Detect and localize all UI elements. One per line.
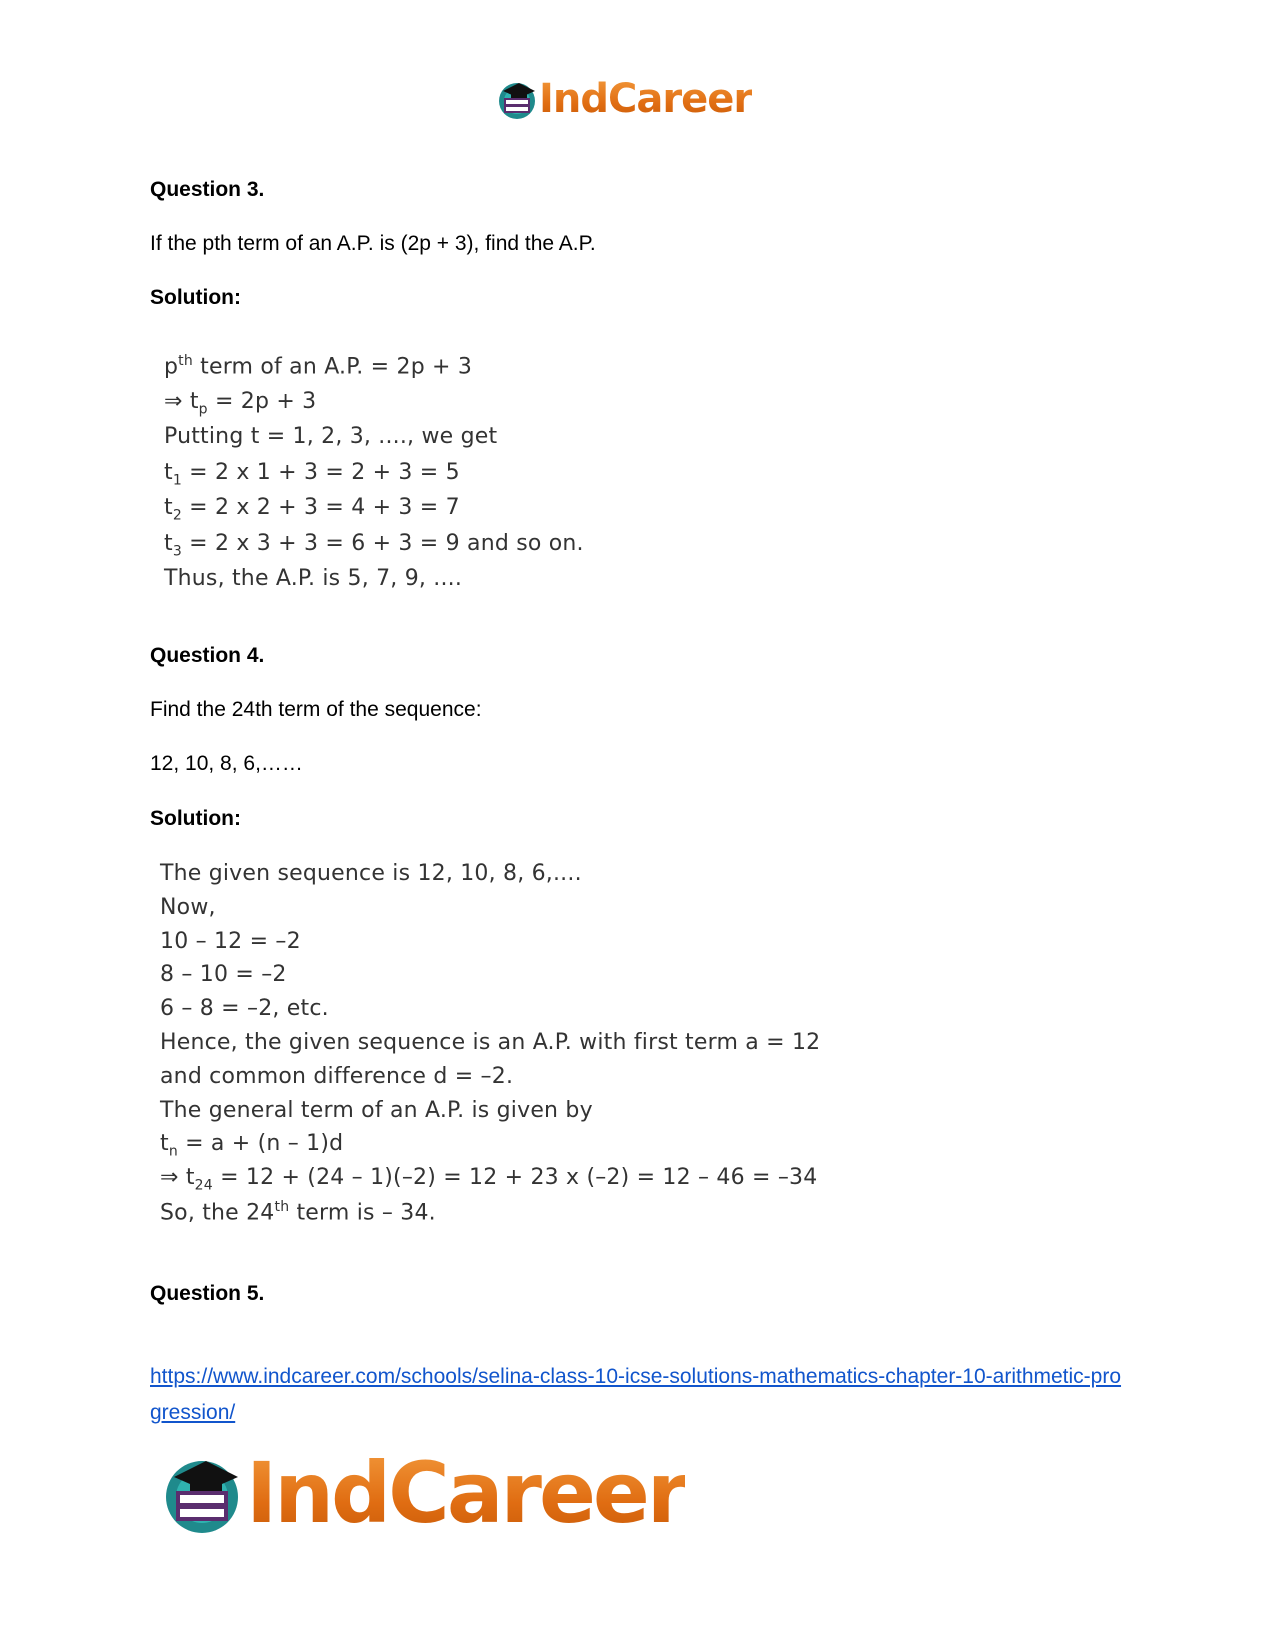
solution-line-text: = 2 x 3 + 3 = 6 + 3 = 9 and so on.: [181, 530, 584, 556]
solution-line-text: Now,: [160, 894, 216, 920]
solution-line: [160, 996, 329, 1021]
solution-line-text: = 2 x 1 + 3 = 2 + 3 = 5: [181, 459, 460, 485]
subscript: 3: [172, 542, 182, 559]
solution-line: [164, 353, 472, 379]
solution-line: [160, 1030, 820, 1055]
question-4-text: Find the 24th term of the sequence:: [150, 698, 482, 721]
question-4-solution-label: Solution:: [150, 807, 241, 830]
question-5-heading: Question 5.: [150, 1282, 265, 1305]
subscript: n: [168, 1143, 178, 1160]
source-link[interactable]: https://www.indcareer.com/schools/selina-class-10-icse-solutions-mathematics-chapter-10-arithmetic-progression/: [150, 1365, 1122, 1424]
graduation-cap-logo-icon: [158, 1449, 246, 1537]
solution-line: [160, 929, 301, 954]
solution-line: [164, 460, 460, 488]
graduation-cap-logo-icon: [495, 77, 539, 121]
solution-line-text: Hence, the given sequence is an A.P. with first term a = 12: [160, 1030, 821, 1055]
solution-line-text: The general term of an A.P. is given by: [160, 1097, 593, 1123]
solution-line-text: So, the 24: [160, 1200, 275, 1226]
footer-logo-text: IndCareer: [246, 1444, 686, 1542]
footer-logo: [158, 1444, 685, 1542]
question-3-heading: Question 3.: [150, 178, 265, 201]
solution-line: [164, 495, 460, 523]
solution-line: [160, 1098, 593, 1123]
superscript: th: [274, 1199, 290, 1215]
solution-line-text: = 2 x 2 + 3 = 4 + 3 = 7: [181, 495, 460, 520]
solution-line-text: term is – 34.: [289, 1200, 436, 1226]
solution-line-text: 10 – 12 = –2: [160, 928, 301, 954]
solution-line-text: 8 – 10 = –2: [160, 962, 287, 988]
solution-line-text: = a + (n – 1)d: [177, 1131, 344, 1157]
subscript: 2: [172, 507, 182, 524]
solution-line: [160, 1199, 436, 1225]
solution-line: [164, 389, 316, 417]
solution-line-text: Putting t = 1, 2, 3, ...., we get: [164, 424, 498, 449]
solution-line-text: Thus, the A.P. is 5, 7, 9, ....: [164, 566, 463, 591]
solution-line: [164, 424, 497, 449]
solution-line: [164, 566, 462, 591]
solution-line-text: = 2p + 3: [207, 388, 317, 414]
question-3-text: If the pth term of an A.P. is (2p + 3), find the A.P.: [150, 232, 596, 255]
question-4-sequence: 12, 10, 8, 6,……: [150, 752, 303, 775]
solution-line-text: term of an A.P. = 2p + 3: [192, 354, 473, 380]
solution-line: [160, 962, 287, 987]
subscript: 1: [172, 471, 182, 488]
solution-line-text: 6 – 8 = –2, etc.: [160, 996, 329, 1022]
question-4-heading: Question 4.: [150, 644, 265, 667]
solution-line: [160, 861, 582, 886]
subscript: 24: [194, 1177, 213, 1194]
solution-line-text: t: [164, 495, 173, 520]
solution-line-text: and common difference d = –2.: [160, 1063, 514, 1089]
question-3-solution-label: Solution:: [150, 286, 241, 309]
solution-line-text: t: [160, 1131, 169, 1157]
superscript: th: [178, 353, 193, 369]
solution-line: [160, 1165, 817, 1193]
solution-line-text: p: [164, 354, 179, 380]
solution-line-text: t: [164, 530, 173, 556]
solution-line-text: ⇒ t: [164, 388, 199, 414]
solution-line-text: = 12 + (24 – 1)(–2) = 12 + 23 x (–2) = 12 – 46 = –34: [212, 1165, 818, 1191]
header-logo: [495, 76, 752, 122]
solution-line-text: t: [164, 459, 173, 485]
solution-line: [164, 531, 584, 559]
subscript: p: [198, 400, 208, 417]
solution-line: [160, 1131, 343, 1159]
solution-line: [160, 895, 216, 920]
solution-line: [160, 1064, 513, 1089]
solution-line-text: The given sequence is 12, 10, 8, 6,....: [160, 861, 582, 886]
solution-line-text: ⇒ t: [160, 1165, 195, 1191]
header-logo-text: IndCareer: [539, 76, 753, 122]
